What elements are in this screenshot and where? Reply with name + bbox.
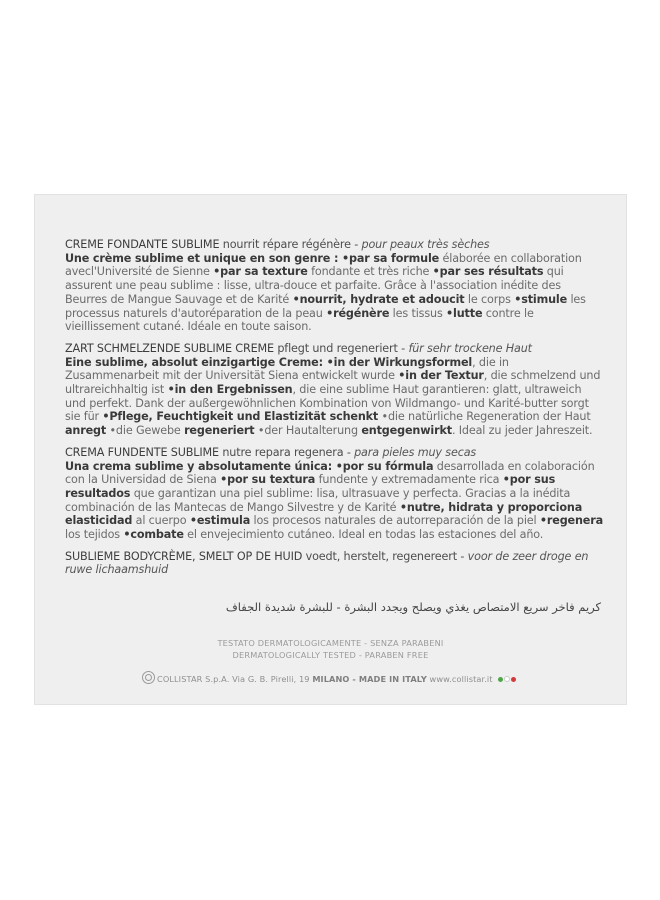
product-label-card <box>34 194 627 705</box>
french-text-4: une peau sublime : lisse, ultra-douce et parfaite. Grâce à l'association inédite des Beurres de Mangue Sauvage et de Karité <box>65 279 561 306</box>
spanish-bold-6: •combate <box>123 528 184 542</box>
dutch-subtitle: voedt, herstelt, regenereert - <box>305 549 465 563</box>
german-bold-4: anregt <box>65 424 107 438</box>
german-bold-5: regeneriert <box>184 424 255 438</box>
german-bold-1: •in der Textur <box>398 369 484 383</box>
german-text-1: , die schmelzend und ultrareichhaltig ist <box>65 369 601 397</box>
german-text-2: , die eine sublime Haut garantieren: glatt, ultraweich und perfekt. Dank der außergewöhnlichen Kombination von Wildmango- und Karité-butter sorgt sie für <box>65 383 589 424</box>
dutch-target: voor de zeer droge en ruwe lichaamshuid <box>65 549 589 577</box>
french-bold-7: •régénère <box>326 306 390 320</box>
spanish-text-1: fundente y extremadamente rica <box>315 473 503 487</box>
company-city: MILANO - MADE IN ITALY <box>312 674 427 684</box>
red-dot-icon <box>511 677 516 682</box>
french-text-1: l'Université de Sienne <box>90 265 214 279</box>
collistar-logo-icon <box>142 671 155 684</box>
german-target: für sehr trockene Haut <box>408 341 532 355</box>
french-bold-8: •lutte <box>446 306 483 320</box>
french-text-0: élaborée en collaboration avec <box>65 251 582 279</box>
arabic-text: كريم فاخر سريع الامتصاص يغذي ويصلح ويجدد البشرة - للبشرة شديدة الجفاف <box>225 600 601 614</box>
german-text-0: , die in Zusammenarbeit mit der Universität Siena entwickelt wurde <box>65 355 509 383</box>
section-spanish <box>65 446 603 542</box>
spanish-bold-0: Una crema sublime y absolutamente única: •por su fórmula <box>65 459 434 473</box>
section-dutch <box>65 550 603 577</box>
french-target: pour peaux très sèches <box>361 238 490 251</box>
german-title: ZART SCHMELZENDE SUBLIME CREME <box>65 341 274 355</box>
spanish-bold-1: •por su textura <box>220 473 316 487</box>
spanish-bold-3: •nutre, hidrata y proporciona elasticidad <box>65 500 583 528</box>
german-bold-6: entgegenwirkt <box>361 424 452 438</box>
french-text-7: les tissus <box>389 306 447 320</box>
french-bold-2: •par sa texture <box>213 265 308 279</box>
german-text-6: . Ideal zu jeder Jahreszeit. <box>451 424 593 438</box>
french-body <box>65 252 603 334</box>
german-bold-3: •Pflege, Feuchtigkeit und Elastizität schenkt <box>102 410 379 424</box>
spanish-subtitle: nutre repara regenera - <box>222 445 351 459</box>
section-german <box>65 342 603 438</box>
german-bold-0: Eine sublime, absolut einzigartige Creme: •in der Wirkungsformel <box>65 355 473 369</box>
italian-flag-dots-icon <box>498 674 517 684</box>
french-text-3: qui assurent <box>65 265 564 293</box>
spanish-body <box>65 460 603 542</box>
french-text-8: contre le vieillissement cutané. Idéale en toute saison. <box>65 306 534 334</box>
french-title: CREME FONDANTE SUBLIME <box>65 238 220 251</box>
french-bold-0: Une crème sublime et unique en son genre : •par sa formule <box>65 251 440 265</box>
section-french <box>65 238 603 334</box>
spanish-text-2: que garantizan una piel sublime: lisa, ultrasuave y perfecta. Gracias a la inédita combinación de las Mantecas de Mango Silvestre y de Karité <box>65 486 571 514</box>
spanish-text-3: al cuerpo <box>132 514 190 528</box>
company-address <box>142 671 517 684</box>
german-text-4: •die Gewebe <box>106 424 185 438</box>
company-name: COLLISTAR S.p.A. Via G. B. Pirelli, 19 <box>157 674 310 684</box>
company-website: www.collistar.it <box>429 674 493 684</box>
spanish-text-0: desarrollada en colaboración con la Universidad de Siena <box>65 459 595 487</box>
spanish-text-4: los procesos naturales de autorreparación de la piel <box>250 514 540 528</box>
german-subtitle: pflegt und regeneriert - <box>277 341 406 355</box>
spanish-bold-2: •por sus resultados <box>65 473 556 500</box>
french-text-2: fondante et très riche <box>307 265 433 279</box>
french-text-5: le corps <box>464 292 515 306</box>
spanish-target: para pieles muy secas <box>354 445 477 459</box>
spanish-text-5: los tejidos <box>65 528 124 542</box>
green-dot-icon <box>498 677 503 682</box>
french-subtitle: nourrit répare régénère - <box>222 238 359 251</box>
spanish-bold-4: •estimula <box>189 514 251 528</box>
white-dot-icon <box>504 676 510 682</box>
german-text-5: •der Hautalterung <box>254 424 362 438</box>
french-bold-6: •stimule <box>514 292 568 306</box>
german-text-3: •die natürliche Regeneration der Haut <box>378 410 591 424</box>
spanish-text-6: el envejecimiento cutáneo. Ideal en todas las estaciones del año. <box>183 528 544 542</box>
spanish-title: CREMA FUNDENTE SUBLIME <box>65 445 219 459</box>
french-text-6: les processus naturels d'autoréparation de la peau <box>65 292 586 320</box>
footer-line-2: DERMATOLOGICALLY TESTED - PARABEN FREE <box>232 650 429 660</box>
german-bold-2: •in den Ergebnissen <box>167 383 293 397</box>
dutch-title: SUBLIEME BODYCRÈME, SMELT OP DE HUID <box>65 549 303 563</box>
spanish-bold-5: •regenera <box>539 514 604 528</box>
french-bold-3: •par ses résultats <box>432 265 544 279</box>
footer-line-1: TESTATO DERMATOLOGICAMENTE - SENZA PARABENI <box>217 638 444 648</box>
label-text <box>65 238 603 585</box>
german-body <box>65 356 603 438</box>
french-bold-5: •nourrit, hydrate et adoucit <box>292 292 465 306</box>
